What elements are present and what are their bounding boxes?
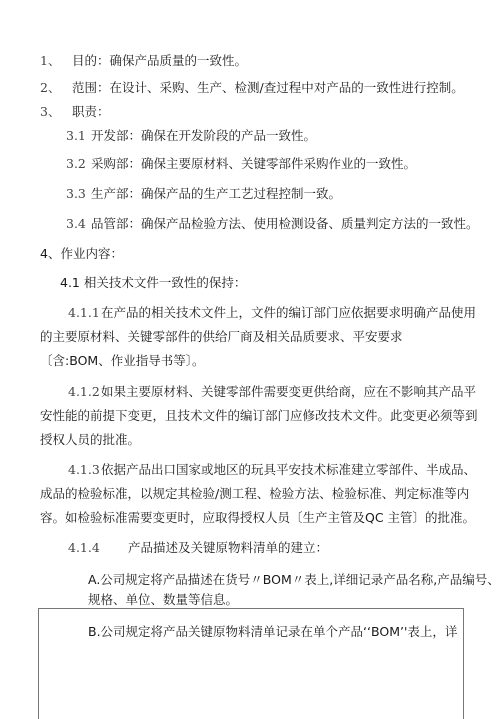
section-4-1-2-line1: 如果主要原材料、关键零部件需要变更供给商，应在不影响其产品平 (101, 384, 477, 399)
section-4-1-3-line3: 容。如检验标准需要变更时，应取得授权人员〔生产主管及QC 主管〕的批准。 (40, 510, 476, 525)
section-3-2-text: 采购部：确保主要原材料、关键零部件采购作业的一致性。 (91, 156, 417, 171)
section-4-1-4-number: 4.1.4 (68, 540, 100, 555)
section-4-1-1-line2: 的主要原材料、关键零部件的供给厂商及相关品质要求、平安要求 (40, 329, 403, 344)
section-3-4-text: 品管部：确保产品检验方法、使用检测设备、质量判定方法的一致性。 (91, 216, 479, 231)
section-3-1-text: 开发部：确保在开发阶段的产品一致性。 (91, 128, 317, 143)
item-a-line1: A.公司规定将产品描述在货号〃BOM〃表上,详细记录产品名称,产品编号、 (88, 572, 500, 587)
section-4-1-1-line3: 〔含:BOM、作业指导书等〕。 (40, 353, 205, 368)
section-4-1-4-text: 产品描述及关键原物料清单的建立： (128, 540, 329, 555)
section-3-number: 3、 (40, 104, 61, 119)
section-3-1-number: 3.1 (66, 128, 86, 143)
section-3-4-number: 3.4 (66, 216, 86, 231)
section-1-text: 目的：确保产品质量的一致性。 (72, 53, 248, 68)
section-4-1-heading: 4.1 相关技术文件一致性的保持： (60, 275, 247, 290)
section-2-text: 范围：在设计、采购、生产、检测/查过程中对产品的一致性进行控制。 (72, 80, 464, 95)
item-a-line2: 规格、单位、数量等信息。 (88, 592, 239, 607)
section-3-2-number: 3.2 (66, 156, 86, 171)
section-3-text: 职责： (72, 104, 110, 119)
section-4-1-3-line2: 成品的检验标准，以规定其检验/测工程、检验方法、检验标准、判定标准等内 (40, 486, 470, 501)
section-2-number: 2、 (40, 80, 61, 95)
section-4-1-1-number: 4.1.1 (68, 305, 100, 320)
section-4-1-2-line2: 安性能的前提下变更，且技术文件的编订部门应修改技术文件。此变更必须等到 (40, 408, 478, 423)
item-b-line1: B.公司规定将产品关键原物料清单记录在单个产品‘‘BOM’'表上，详 (88, 624, 458, 639)
section-1-number: 1、 (40, 53, 61, 68)
section-4-heading: 4、作业内容： (40, 246, 123, 261)
section-3-3-number: 3.3 (66, 186, 86, 201)
section-4-1-1-line1: 在产品的相关技术文件上，文件的编订部门应依据要求明确产品使用 (101, 305, 477, 320)
section-4-1-3-number: 4.1.3 (68, 462, 100, 477)
section-4-1-2-number: 4.1.2 (68, 384, 100, 399)
section-3-3-text: 生产部：确保产品的生产工艺过程控制一致。 (91, 186, 342, 201)
section-4-1-3-line1: 依据产品出口国家或地区的玩具平安技术标准建立零部件、半成品、 (101, 462, 477, 477)
section-4-1-2-line3: 授权人员的批准。 (40, 432, 141, 447)
